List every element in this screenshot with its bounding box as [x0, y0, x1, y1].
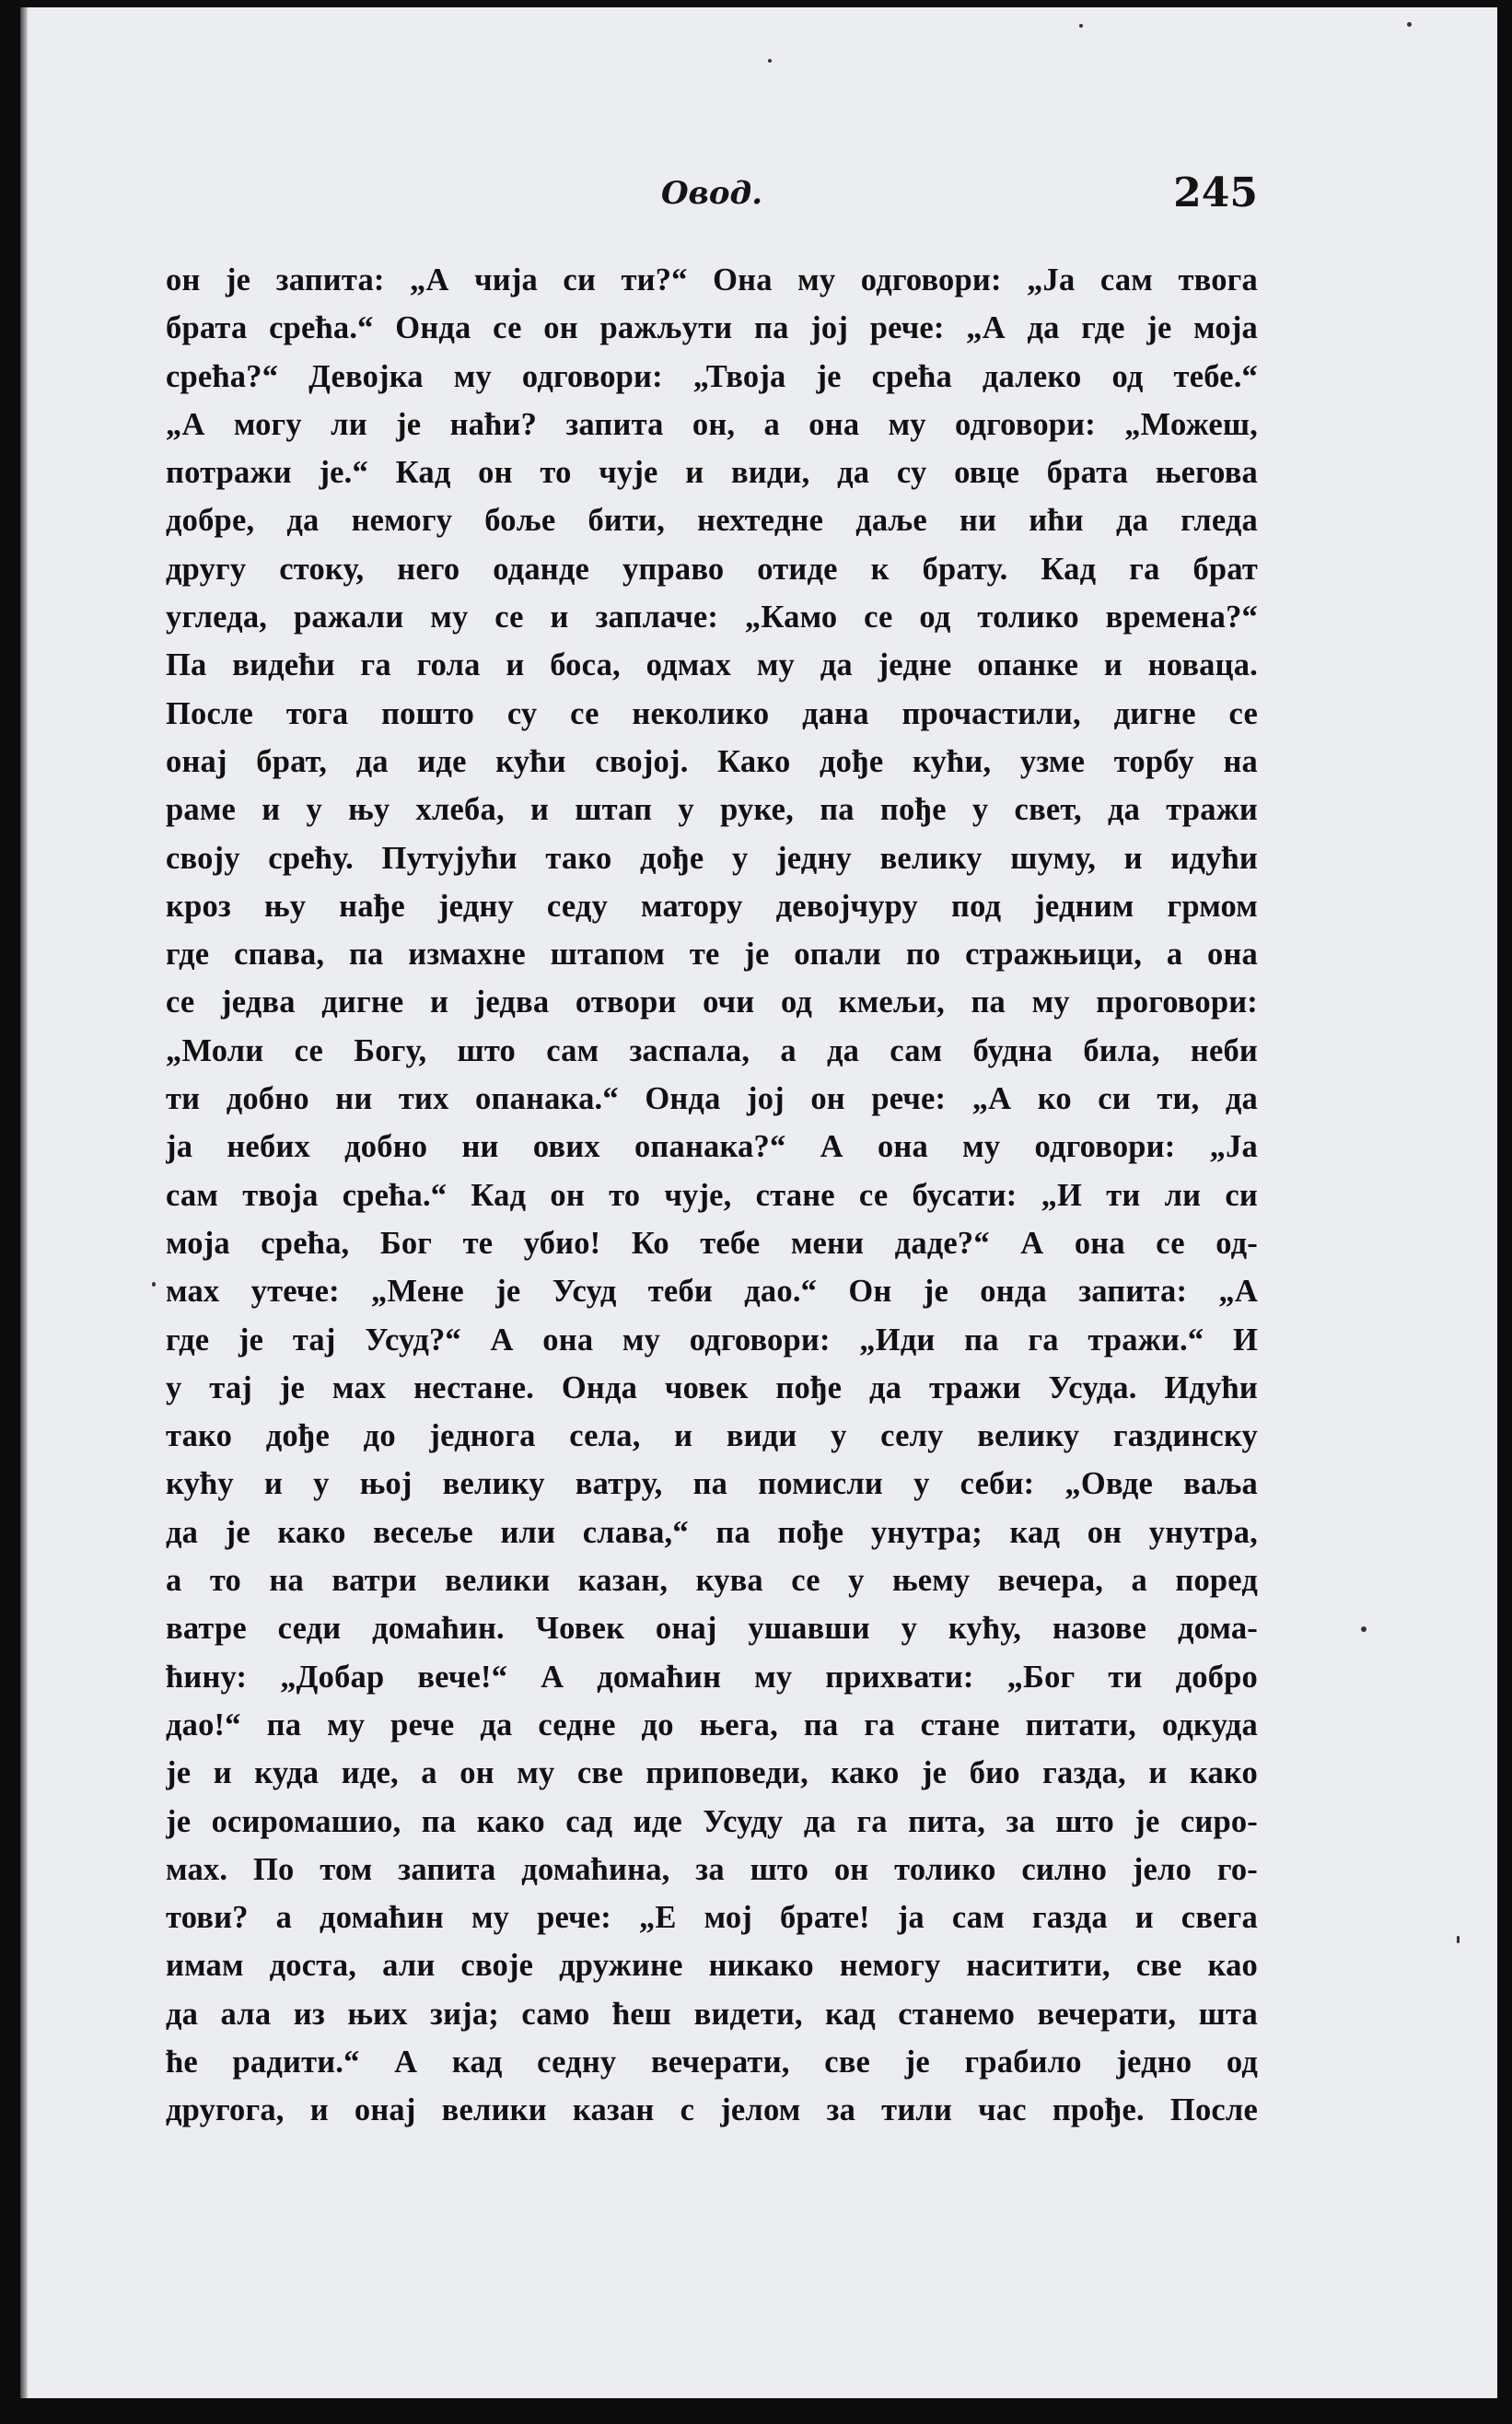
speck-mark: [1079, 24, 1083, 28]
text-line: своју срећу. Путујући тако дође у једну велику шуму, и идући: [166, 840, 1258, 876]
speck-mark: [768, 59, 772, 63]
text-line: онај брат, да иде кући својој. Како дође кући, узме торбу на: [166, 743, 1258, 779]
text-line: другу стоку, него оданде управо отиде к брату. Кад га брат: [166, 551, 1258, 587]
page-header: [166, 169, 1258, 221]
text-line: угледа, ражали му се и заплаче: „Камо се од толико времена?“: [166, 600, 1258, 635]
speck-mark: [1407, 22, 1412, 27]
text-line: имам доста, али своје дружине никако немогу наситити, све као: [166, 1948, 1258, 1984]
text-line: ја небих добно ни ових опанака?“ А она му одговори: „Ја: [166, 1129, 1258, 1165]
text-line: где спава, па измахне штапом те је опали по стражњици, а она: [166, 937, 1258, 973]
text-line: ватре седи домаћин. Човек онај ушавши у кућу, назове дома-: [166, 1611, 1258, 1647]
text-line: срећа?“ Девојка му одговори: „Твоја је срећа далеко од тебе.“: [166, 358, 1258, 394]
text-line: раме и у њу хлеба, и штап у руке, па пође у свет, да тражи: [166, 792, 1258, 828]
text-line: где је тај Усуд?“ А она му одговори: „Иди па га тражи.“ И: [166, 1322, 1258, 1358]
text-line: „Моли се Богу, што сам заспала, а да сам будна била, неби: [166, 1032, 1258, 1068]
text-line: ти добно ни тих опанака.“ Онда јој он рече: „А ко си ти, да: [166, 1081, 1258, 1117]
text-line: Па видећи га гола и боса, одмах му да једне опанке и новаца.: [166, 647, 1258, 683]
speck-mark: [1361, 1626, 1367, 1632]
text-line: добре, да немогу боље бити, нехтедне даље ни ићи да гледа: [166, 503, 1258, 539]
text-line: кућу и у њој велику ватру, па помисли у себи: „Овде ваља: [166, 1466, 1258, 1502]
text-line: кроз њу нађе једну седу матору девојчуру под једним грмом: [166, 888, 1258, 924]
text-line: мах. По том запита домаћина, за што он толико силно јело го-: [166, 1851, 1258, 1887]
text-line: је осиромашио, па како сад иде Усуду да га пита, за што је сиро-: [166, 1803, 1258, 1839]
body-text: [166, 256, 1258, 2135]
text-line: је и куда иде, а он му све приповеди, како је био газда, и како: [166, 1755, 1258, 1791]
text-line: сам твоја срећа.“ Кад он то чује, стане се бусати: „И ти ли си: [166, 1177, 1258, 1213]
text-line: После тога пошто су се неколико дана прочастили, дигне се: [166, 695, 1258, 731]
text-line: „А могу ли је наћи? запита он, а она му одговори: „Можеш,: [166, 406, 1258, 442]
text-line: ће радити.“ А кад седну вечерати, све је грабило једно од: [166, 2044, 1258, 2080]
text-line: се једва дигне и једва отвори очи од кмељи, па му проговори:: [166, 985, 1258, 1020]
text-line: ћину: „Добар вече!“ А домаћин му прихвати: „Бог ти добро: [166, 1659, 1258, 1695]
text-line: другога, и онај велики казан с јелом за тили час прође. После: [166, 2092, 1258, 2128]
page-number: 245: [1173, 169, 1258, 216]
text-line: моја срећа, Бог те убио! Ко тебе мени даде?“ А она се од-: [166, 1225, 1258, 1261]
text-line: у тај је мах нестане. Онда човек пође да тражи Усуда. Идући: [166, 1369, 1258, 1405]
text-line: да ала из њих зија; само ћеш видети, кад станемо вечерати, шта: [166, 1996, 1258, 2032]
text-line: тови? а домаћин му рече: „Е мој брате! ја сам газда и свега: [166, 1900, 1258, 1936]
text-line: потражи је.“ Кад он то чује и види, да су овце брата његова: [166, 455, 1258, 491]
speck-mark: [152, 1282, 156, 1287]
text-line: тако дође до једнога села, и види у селу велику газдинску: [166, 1418, 1258, 1454]
speck-mark: [1457, 1936, 1460, 1943]
text-line: он је запита: „А чија си ти?“ Она му одговори: „Ја сам твога: [166, 262, 1258, 297]
text-line: да је како весеље или слава,“ па пође унутра; кад он унутра,: [166, 1514, 1258, 1550]
page-gutter-shadow: [20, 7, 28, 2398]
text-line: мах утече: „Мене је Усуд теби дао.“ Он је онда запита: „А: [166, 1274, 1258, 1310]
text-line: а то на ватри велики казан, кува се у њему вечера, а поред: [166, 1563, 1258, 1599]
running-title: Овод.: [660, 175, 763, 212]
text-line: дао!“ па му рече да седне до њега, па га стане питати, одкуда: [166, 1707, 1258, 1742]
text-line: брата срећа.“ Онда се он ражљути па јој рече: „А да где је моја: [166, 310, 1258, 346]
